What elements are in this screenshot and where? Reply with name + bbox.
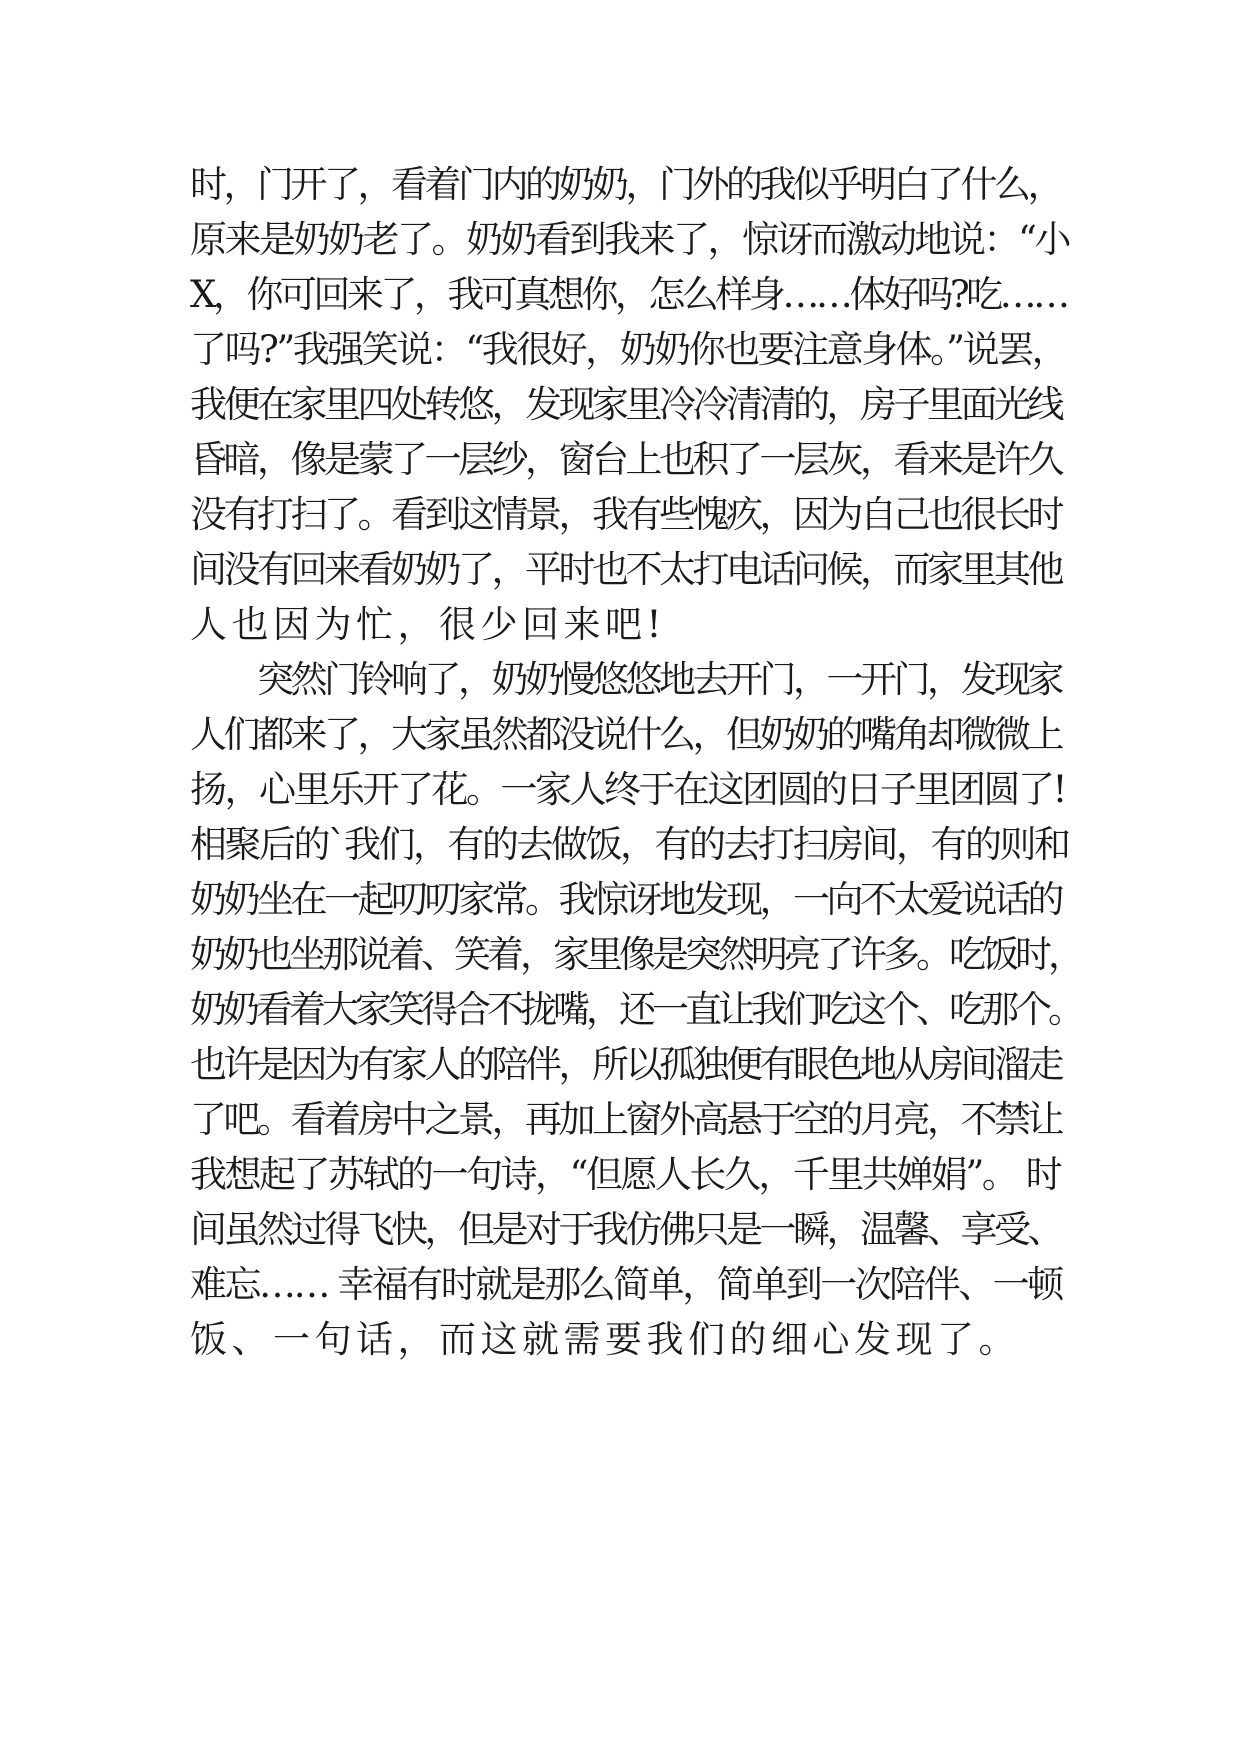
text-line: X，你可回来了，我可真想你，怎么样身……体好吗?吃…… xyxy=(190,273,1067,316)
text-line: 了吗?”我强笑说：“我很好，奶奶你也要注意身体。”说罢， xyxy=(190,328,1067,371)
text-line: 相聚后的`我们，有的去做饭，有的去打扫房间，有的则和 xyxy=(190,823,1069,866)
text-line: 饭、一句话，而这就需要我们的细心发现了。 xyxy=(190,1318,1020,1361)
text-line: 原来是奶奶老了。奶奶看到我来了，惊讶而激动地说：“小 xyxy=(190,218,1069,261)
text-line: 我想起了苏轼的一句诗，“但愿人长久，千里共婵娟”。 时 xyxy=(190,1153,1061,1196)
text-line: 我便在家里四处转悠，发现家里冷冷清清的，房子里面光线 xyxy=(190,383,1061,426)
text-line: 昏暗，像是蒙了一层纱，窗台上也积了一层灰，看来是许久 xyxy=(190,438,1061,481)
text-line: 了吧。看着房中之景，再加上窗外高悬于空的月亮，不禁让 xyxy=(190,1098,1061,1141)
text-line: 难忘…… 幸福有时就是那么简单，简单到一次陪伴、一顿 xyxy=(190,1263,1062,1306)
text-line: 扬，心里乐开了花。一家人终于在这团圆的日子里团圆了! xyxy=(190,768,1065,811)
text-line: 奶奶坐在一起叨叨家常。我惊讶地发现，一向不太爱说话的 xyxy=(190,878,1061,921)
text-line: 人也因为忙，很少回来吧! xyxy=(190,603,666,646)
text-line: 人们都来了，大家虽然都没说什么，但奶奶的嘴角却微微上 xyxy=(190,713,1061,756)
text-line: 时，门开了，看着门内的奶奶，门外的我似乎明白了什么， xyxy=(190,163,1061,206)
text-line: 也许是因为有家人的陪伴，所以孤独便有眼色地从房间溜走 xyxy=(190,1043,1061,1086)
text-line: 奶奶也坐那说着、笑着，家里像是突然明亮了许多。吃饭时， xyxy=(190,933,1081,976)
text-line: 奶奶看着大家笑得合不拢嘴，还一直让我们吃这个、吃那个。 xyxy=(190,988,1081,1031)
text-line: 间虽然过得飞快，但是对于我仿佛只是一瞬，温馨、享受、 xyxy=(190,1208,1061,1251)
text-line: 突然门铃响了，奶奶慢悠悠地去开门，一开门，发现家 xyxy=(190,658,1061,701)
text-line: 没有打扫了。看到这情景，我有些愧疚，因为自己也很长时 xyxy=(190,493,1061,536)
text-line: 间没有回来看奶奶了，平时也不太打电话问候，而家里其他 xyxy=(190,548,1061,591)
